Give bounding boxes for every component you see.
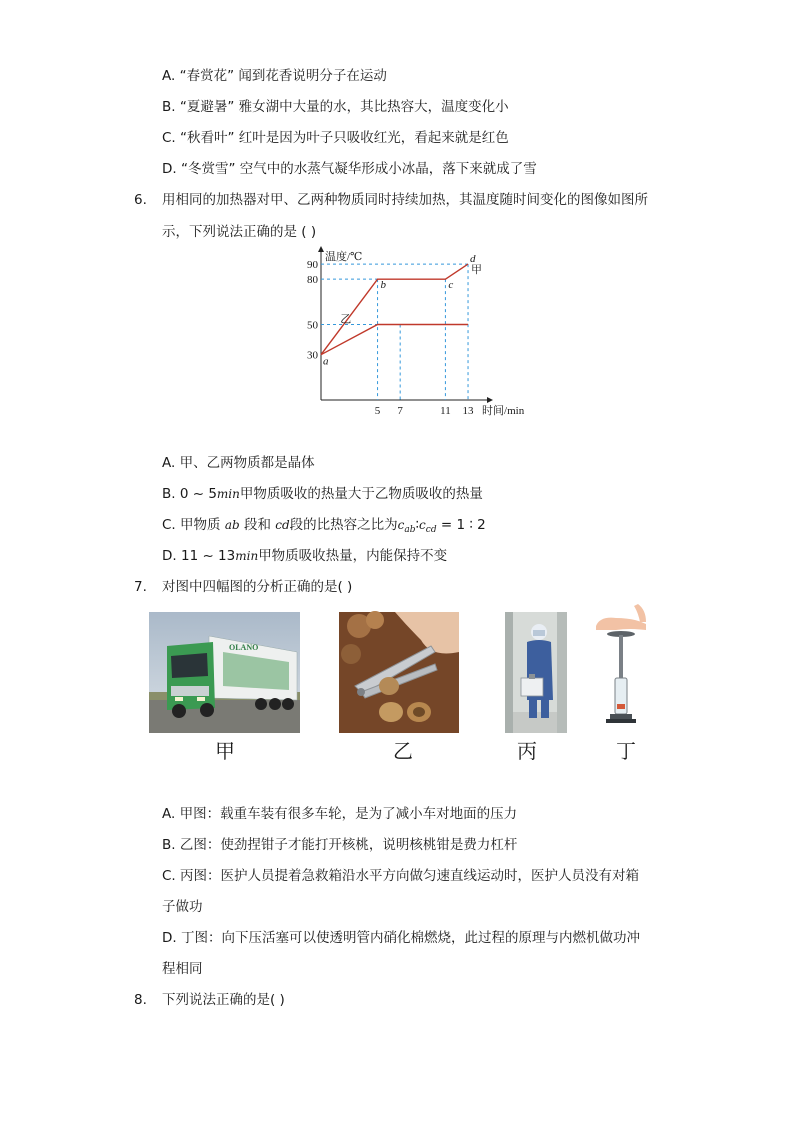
q7-stem: 对图中四幅图的分析正确的是( ) xyxy=(162,579,353,595)
fire-piston-photo xyxy=(590,604,652,730)
q6-option-b-unit: min xyxy=(216,487,240,501)
q7-option-b: B. 乙图：使劲捏钳子才能打开核桃，说明核桃钳是费力杠杆 xyxy=(162,837,518,853)
q6-option-c-prefix: C. 甲物质 xyxy=(162,517,225,533)
q6-option-a: A. 甲、乙两物质都是晶体 xyxy=(162,455,315,471)
q6-option-c-c1: c xyxy=(397,518,405,532)
truck-logo: OLANO xyxy=(229,643,259,652)
caption-bing: 丙 xyxy=(517,739,537,763)
point-label-a: a xyxy=(323,355,329,368)
q6-option-c-ab: ab xyxy=(224,518,240,532)
point-label-c: c xyxy=(448,279,454,292)
medical-worker-illustration xyxy=(505,612,567,733)
q6-temperature-time-chart xyxy=(300,244,525,420)
q5-option-a: A. “春赏花” 闻到花香说明分子在运动 xyxy=(162,68,387,84)
y-axis-label: 温度/℃ xyxy=(325,251,363,263)
q5-option-d: D. “冬赏雪” 空气中的水蒸气凝华形成小冰晶，落下来就成了雪 xyxy=(162,161,537,177)
q6-option-c-ratio: = 1 ∶ 2 xyxy=(436,517,486,533)
q8-stem: 下列说法正确的是( ) xyxy=(162,992,285,1008)
q6-option-d-unit: min xyxy=(235,549,259,563)
q8-number: 8. xyxy=(134,992,147,1008)
q6-option-c-sub-ab: ab xyxy=(404,525,416,535)
q7-option-a: A. 甲图：载重车装有很多车轮，是为了减小车对地面的压力 xyxy=(162,806,518,822)
q6-option-c-mid: 段和 xyxy=(239,517,276,533)
q6-option-d-text: 甲物质吸收热量，内能保持不变 xyxy=(258,548,448,564)
q6-option-c-sub-cd: cd xyxy=(425,525,437,535)
y-tick-label-3: 90 xyxy=(307,259,318,272)
truck-illustration xyxy=(149,612,300,733)
q6-option-b xyxy=(162,485,483,503)
q6-option-b-text: 甲物质吸收的热量大于乙物质吸收的热量 xyxy=(239,486,483,502)
q6-option-c-colon: ∶ xyxy=(415,517,420,533)
series-label-jia: 甲 xyxy=(471,264,483,277)
q5-option-b: B. “夏避暑” 雅女湖中大量的水，其比热容大，温度变化小 xyxy=(162,99,509,115)
caption-ding: 丁 xyxy=(616,739,636,763)
caption-jia: 甲 xyxy=(215,739,235,763)
q6-stem-line2: 示，下列说法正确的是 ( ) xyxy=(162,224,317,240)
q6-option-c-mid2: 段的比热容之比为 xyxy=(289,517,398,533)
q6-option-d-prefix: D. 11 ~ 13 xyxy=(162,548,236,564)
q7-option-c-line2: 子做功 xyxy=(162,899,203,915)
q6-option-b-prefix: B. 0 ~ 5 xyxy=(162,486,217,502)
x-tick-label-2: 11 xyxy=(440,405,451,417)
y-tick-label-2: 80 xyxy=(307,274,318,287)
x-tick-label-3: 13 xyxy=(462,405,474,417)
fire-piston-illustration xyxy=(590,604,652,730)
y-tick-label-0: 30 xyxy=(307,349,318,362)
x-axis-arrow xyxy=(487,397,493,403)
q7-option-c-line1: C. 丙图：医护人员提着急救箱沿水平方向做匀速直线运动时，医护人员没有对箱 xyxy=(162,868,640,884)
q7-option-d-line1: D. 丁图：向下压活塞可以使透明管内硝化棉燃烧，此过程的原理与内燃机做功冲 xyxy=(162,930,640,946)
x-axis-label: 时间/min xyxy=(482,405,525,417)
q7-number: 7. xyxy=(134,579,147,595)
nutcracker-photo xyxy=(339,612,459,733)
q6-option-c-c2: c xyxy=(419,518,426,532)
caption-yi: 乙 xyxy=(393,739,413,763)
series-line-1 xyxy=(321,324,468,354)
q6-option-c xyxy=(162,516,486,539)
q6-option-c-cd: cd xyxy=(275,518,290,532)
nutcracker-illustration xyxy=(339,612,459,733)
point-label-d: d xyxy=(470,253,476,266)
q7-option-d-line2: 程相同 xyxy=(162,961,203,977)
medical-worker-photo xyxy=(505,612,567,733)
truck-photo xyxy=(149,612,300,733)
q6-number: 6. xyxy=(134,192,147,208)
x-tick-label-0: 5 xyxy=(374,405,381,417)
y-tick-label-1: 50 xyxy=(307,319,318,332)
x-tick-label-1: 7 xyxy=(397,405,403,417)
series-line-0 xyxy=(321,264,468,355)
q6-stem-line1: 用相同的加热器对甲、乙两种物质同时持续加热，其温度随时间变化的图像如图所 xyxy=(162,192,648,208)
q5-option-c: C. “秋看叶” 红叶是因为叶子只吸收红光，看起来就是红色 xyxy=(162,130,509,146)
series-label-yi: 乙 xyxy=(340,313,352,326)
point-label-b: b xyxy=(380,279,387,292)
y-axis-arrow xyxy=(318,246,324,252)
q6-option-d xyxy=(162,547,447,565)
